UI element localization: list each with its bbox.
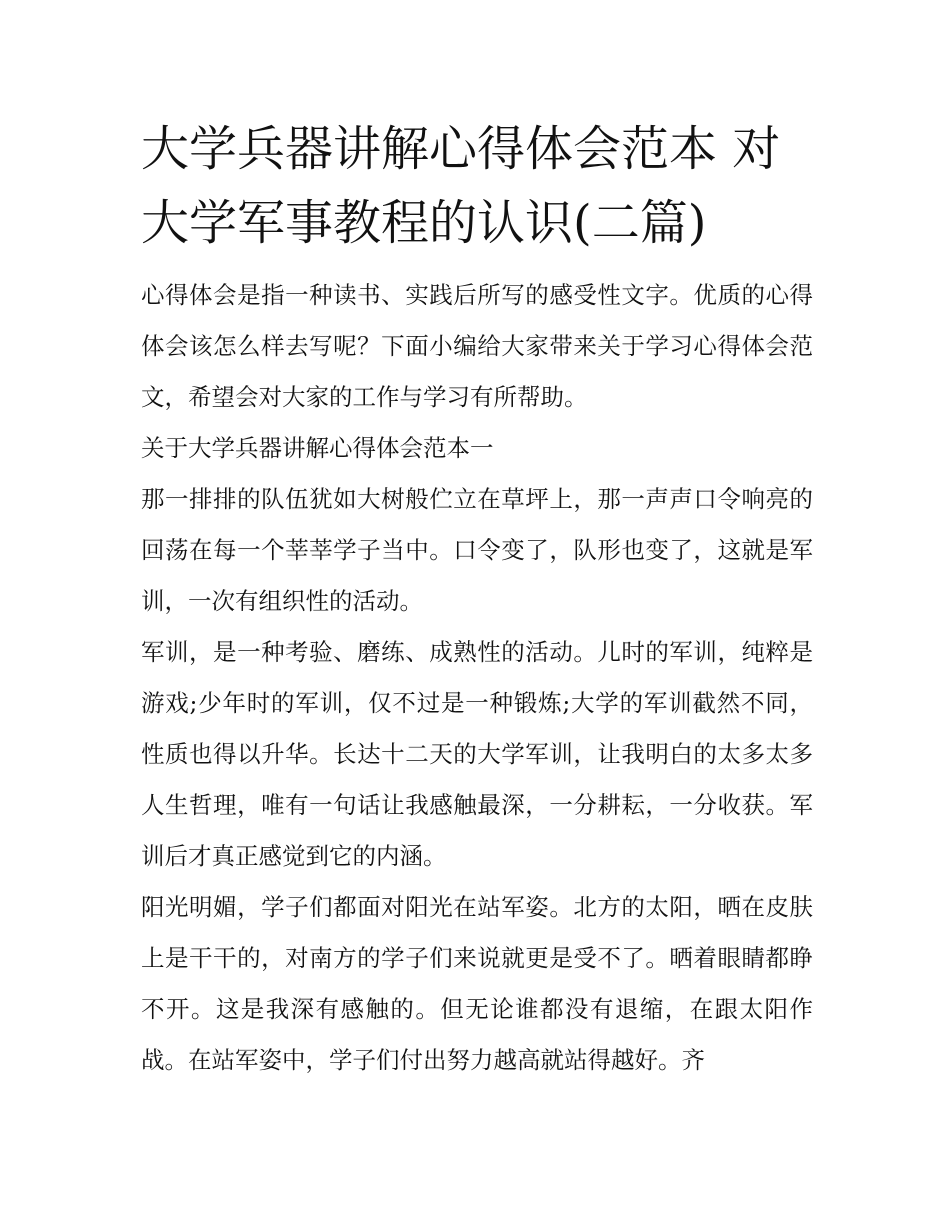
- document-content: [141, 112, 813, 1086]
- section-heading: 关于大学兵器讲解心得体会范本一: [141, 434, 494, 462]
- intro-paragraph: 心得体会是指一种读书、实践后所写的感受性文字。优质的心得体会该怎么样去写呢？下面小编给大家带来关于学习心得体会范文，希望会对大家的工作与学习有所帮助。: [141, 281, 813, 411]
- document-title: 大学兵器讲解心得体会范本 对大学军事教程的认识(二篇): [141, 121, 781, 251]
- body-paragraph: 阳光明媚，学子们都面对阳光在站军姿。北方的太阳，晒在皮肤上是干干的，对南方的学子们来说就更是受不了。晒着眼睛都睁不开。这是我深有感触的。但无论谁都没有退缩，在跟太阳作战。在站军姿中，学子们付出努力越高就站得越好。齐: [141, 893, 813, 1074]
- document-body: [141, 270, 813, 1086]
- body-paragraph: 军训，是一种考验、磨练、成熟性的活动。儿时的军训，纯粹是游戏;少年时的军训，仅不过是一种锻炼;大学的军训截然不同，性质也得以升华。长达十二天的大学军训，让我明白的太多太多人生哲理，唯有一句话让我感触最深，一分耕耘，一分收获。军训后才真正感觉到它的内涵。: [141, 638, 813, 870]
- body-paragraph: 那一排排的队伍犹如大树般伫立在草坪上，那一声声口令响亮的回荡在每一个莘莘学子当中。口令变了，队形也变了，这就是军训，一次有组织性的活动。: [141, 485, 813, 615]
